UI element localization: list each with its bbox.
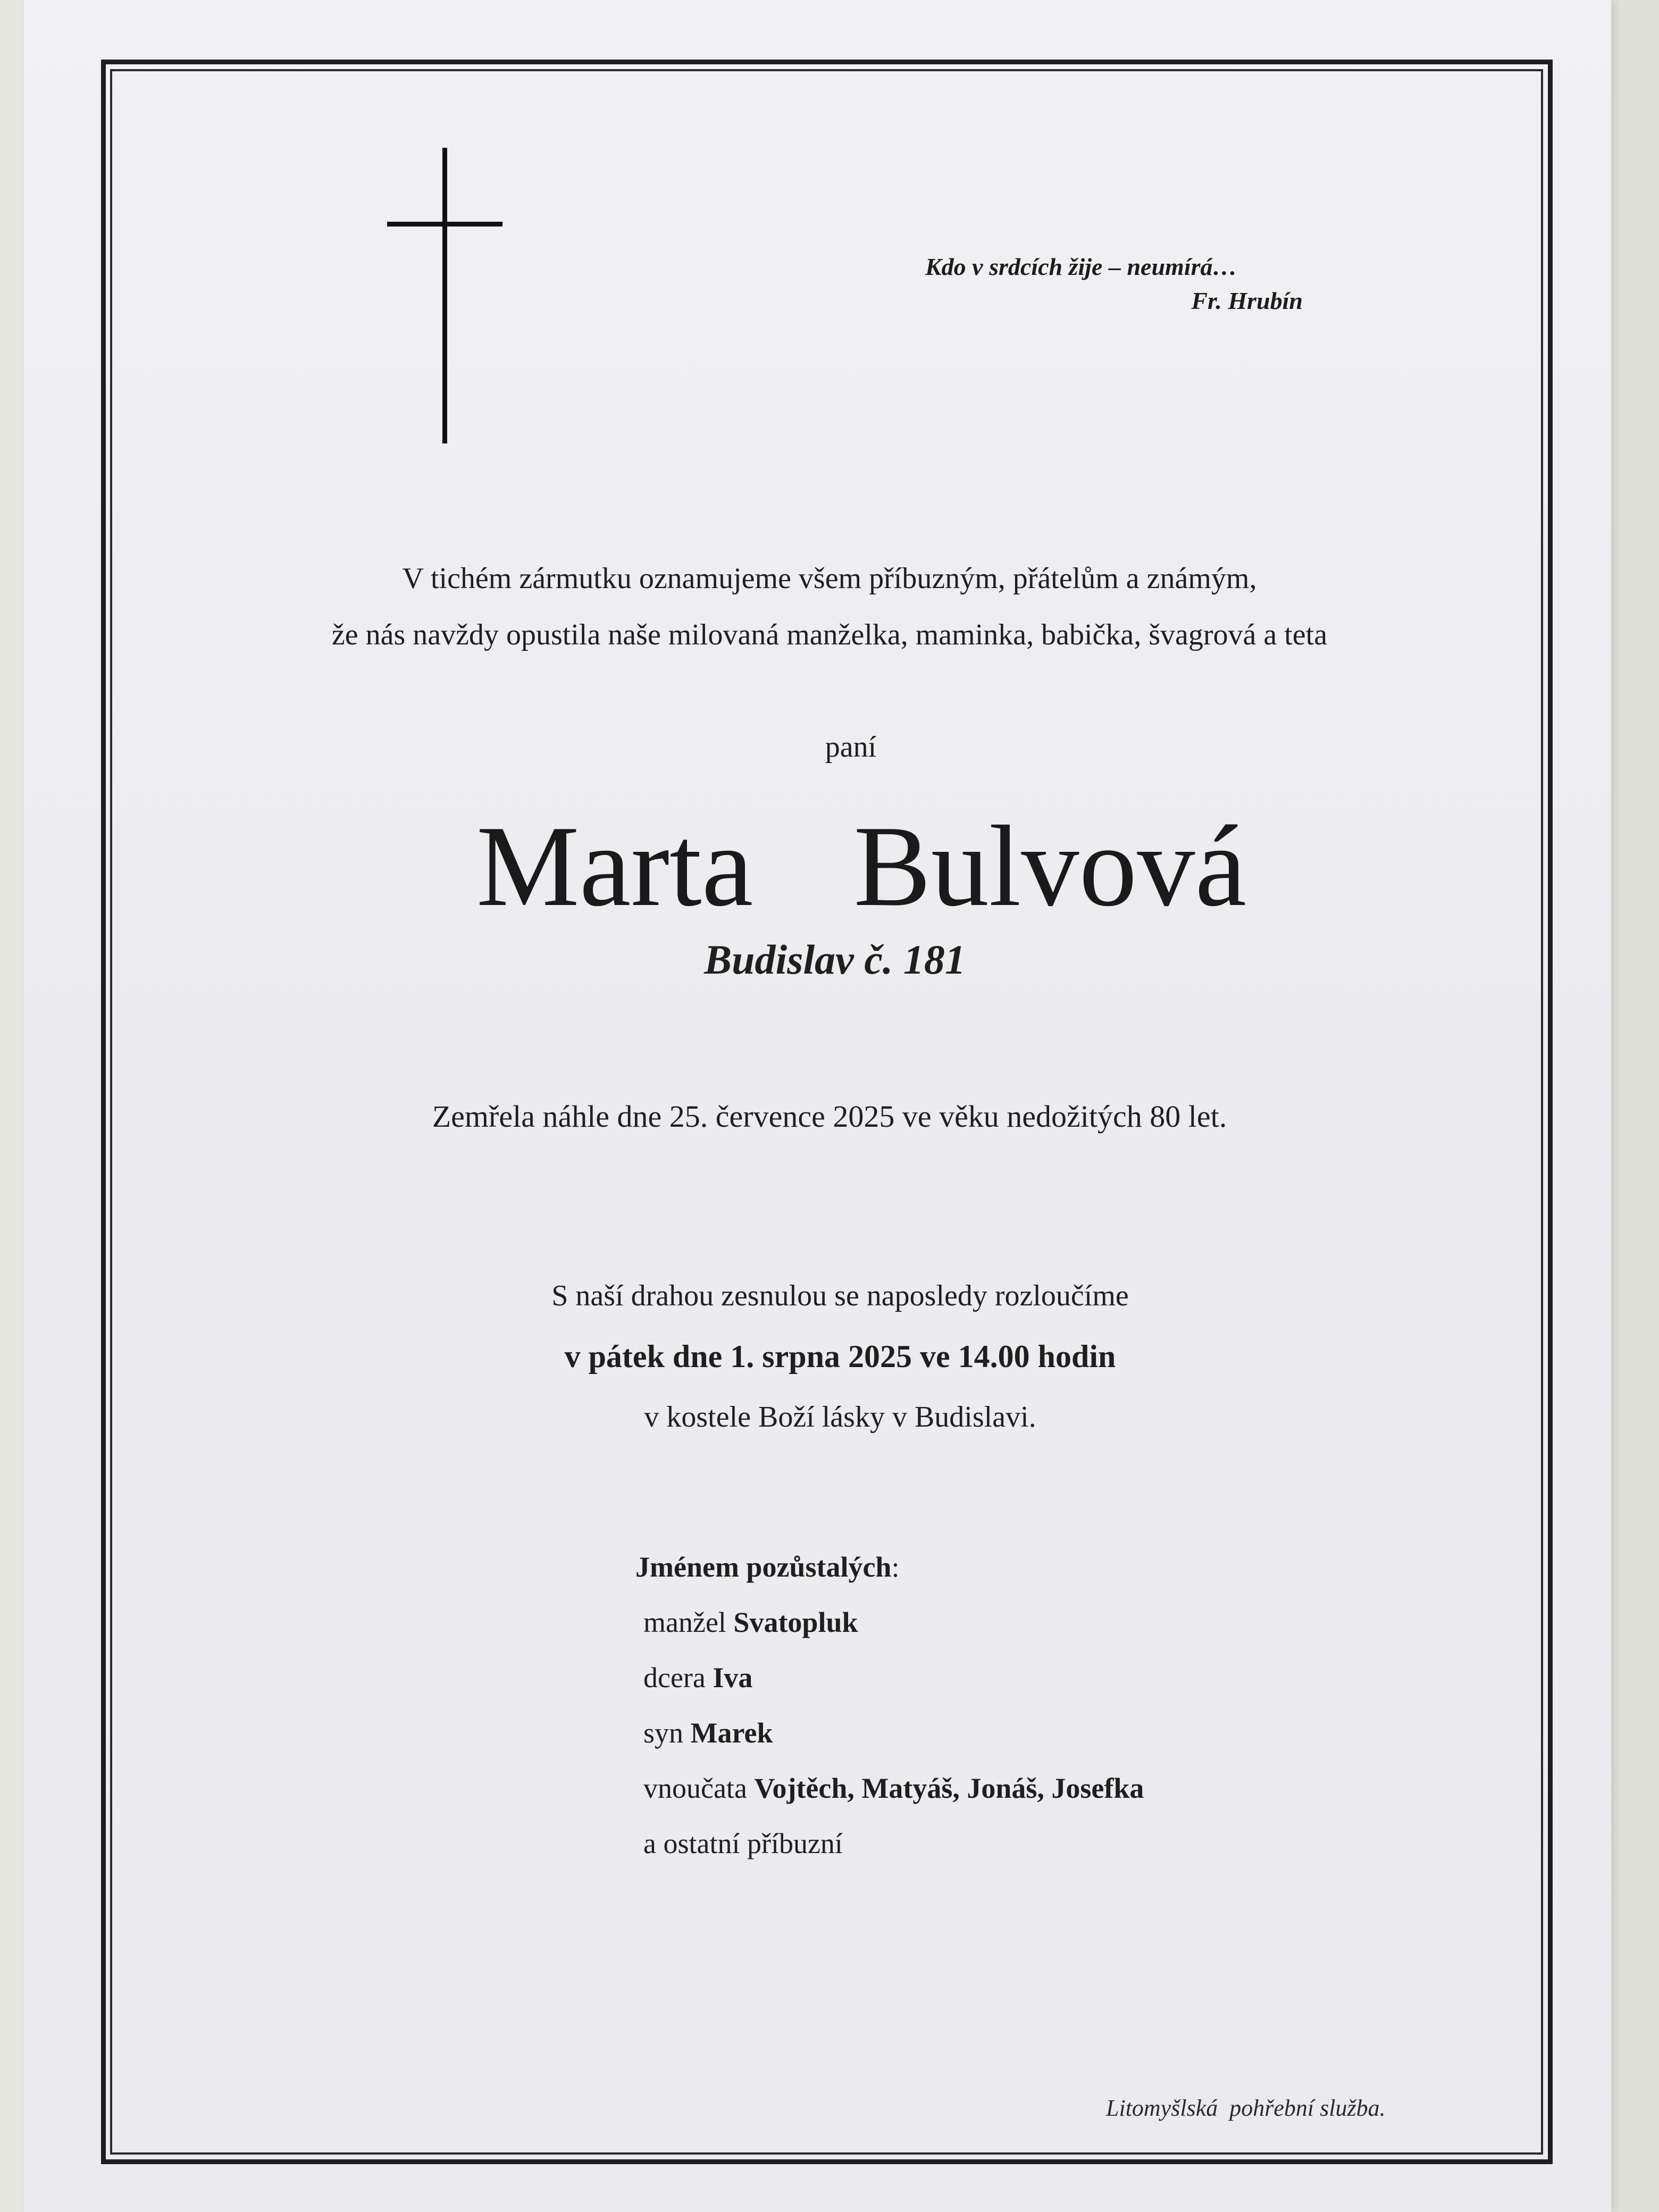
motto-text: Kdo v srdcích žije – neumírá… [925,253,1237,280]
intro-line-2: že nás navždy opustila naše milovaná manželka, maminka, babička, švagrová a teta [331,618,1328,651]
funeral-service-credit: Litomyšlská pohřební služba. [1106,2095,1386,2121]
intro-paragraph [122,550,1537,663]
mourner-row-son [635,1705,1144,1761]
mourners-title-text: Jménem pozůstalých [635,1551,892,1583]
mourner-names: Iva [713,1662,753,1694]
farewell-line-1: S naší drahou zesnulou se naposledy rozloučíme [551,1279,1129,1312]
mourner-relation: syn [643,1717,691,1749]
cross-vertical-bar [442,148,447,443]
intro-line-1: V tichém zármutku oznamujeme všem příbuzným, přátelům a známým, [402,562,1257,595]
mourner-relation: dcera [643,1662,713,1694]
motto-author: Fr. Hrubín [1191,287,1303,314]
death-notice: Zemřela náhle dne 25. července 2025 ve věku nedožitých 80 let. [432,1099,1227,1134]
mourner-names: Vojtěch, Matyáš, Jonáš, Josefka [754,1772,1144,1804]
mourner-row-relatives [635,1816,1144,1871]
mourner-names: Svatopluk [733,1606,858,1638]
farewell-location: v kostele Boží lásky v Budislavi. [644,1401,1036,1434]
mourner-relation: vnoučata [643,1772,755,1804]
cross-horizontal-bar [387,222,502,227]
mourners-title-colon: : [891,1551,900,1583]
mourner-row-husband [635,1595,1144,1650]
farewell-date-time: v pátek dne 1. srpna 2025 ve 14.00 hodin [564,1339,1116,1374]
mourner-names: Marek [690,1717,773,1749]
motto-quote [872,250,1308,318]
mourner-relation: a ostatní příbuzní [643,1828,843,1859]
farewell-paragraph [122,1266,1547,1447]
mourner-row-grandchildren [635,1761,1144,1816]
mourner-relation: manžel [643,1606,734,1638]
mourner-row-daughter [635,1650,1144,1705]
mourners-list [635,1539,1144,1871]
deceased-name: Marta Bulvová [476,802,1247,931]
salutation: paní [825,731,877,764]
mourners-title [635,1539,1144,1595]
deceased-address: Budislav č. 181 [704,936,966,983]
